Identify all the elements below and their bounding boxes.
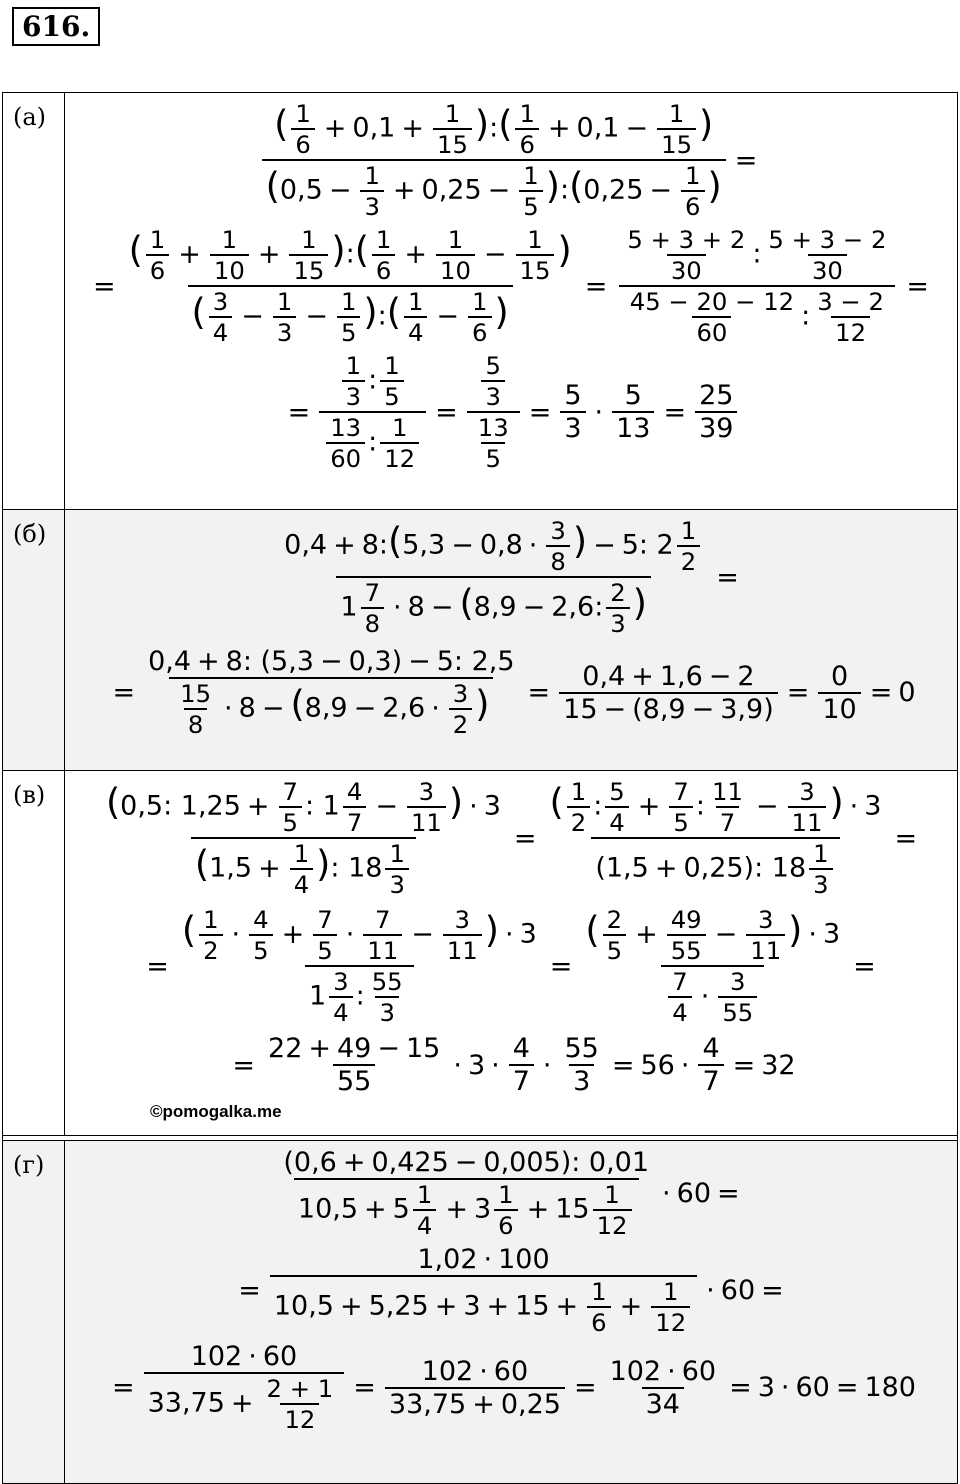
part-label: (г) [3, 1141, 65, 1484]
equation-line: = 1,02 · 100 10,5 + 5,25 + 3 + 15 + $\frac{1}{6}$ + $\frac{1}{12}$ · 60 = [238, 1244, 784, 1337]
part-a-work [65, 93, 958, 510]
part-c-row [3, 771, 958, 1136]
equation-line: = $\frac{1}{3}$ : $\frac{1}{5}$ $\frac{13}{60}$ : $\frac{1}{12}$ = $\frac{\frac{5}{3}}{\frac{13}{5}}$ = $\frac{5}{3}$ · $\frac{5}{13}$ = $\frac{25}{39}$ [65, 351, 957, 473]
equation-line: (0,6 + 0,425 − 0,005): 0,01 10,5 + 5 $\frac{1}{4}$ + 3 $\frac{1}{6}$ + 15 $\frac{1}{12}$ · 60 = [283, 1147, 740, 1240]
equation-line: = ( $\frac{1}{6}$ + $\frac{1}{10}$ + $\frac{1}{15}$ ):( $\frac{1}{6}$ + $\frac{1}{10}$ − $\frac{1}{15}$ ) ( $\frac{3}{4}$ − $\frac{1}{3}$ − $\frac{1}{5}$ ):( $\frac{1}{4}$ − $\frac{1}{6}$ ) = $\frac{5 + 3 + 2}{30}$ : $\frac{5 + 3 - 2}{30}$ $\frac{45 - 20 - 12}{60}$ : $\frac{3 - 2}{12}$ = [92, 225, 930, 347]
part-label: (а) [3, 93, 65, 510]
part-c-work [65, 771, 958, 1136]
task-number: 616. [12, 7, 100, 46]
part-b-row [3, 510, 958, 771]
equation-line: ( $\frac{1}{6}$ + 0,1 + $\frac{1}{15}$ ):( $\frac{1}{6}$ + 0,1 − $\frac{1}{15}$ ) (0,5 − $\frac{1}{3}$ + 0,25 − $\frac{1}{5}$ ):(0,25 − $\frac{1}{6}$ ) = [65, 99, 957, 221]
equation-line: (0,5: 1,25 + $\frac{7}{5}$ : 1 $\frac{4}{7}$ − $\frac{3}{11}$ ) · 3 (1,5 + $\frac{1}{4}$ ): 18 $\frac{1}{3}$ = ( $\frac{1}{2}$ : $\frac{5}{4}$ + $\frac{7}{5}$ : $\frac{11}{7}$ − $\frac{3}{11}$ ) · 3 (1,5 + 0,25): 18 $\frac{1}{3}$ = [105, 777, 918, 899]
part-label: (б) [3, 510, 65, 771]
part-label: (в) [3, 771, 65, 1136]
equation-line: = $\frac{22 + 49 - 15}{55}$ · 3 · $\frac{4}{7}$ · $\frac{55}{3}$ = 56 · $\frac{4}{7}$ = 32 [232, 1033, 796, 1097]
equation-line: = 102 · 60 33,75 + $\frac{2 + 1}{12}$ = $\frac{102 \cdot 60}{33,75 + 0,25}$ = $\frac{102 \cdot 60}{34}$ = 3 · 60 = 180 [111, 1341, 916, 1434]
equation-line: 0,4 + 8:(5,3 − 0,8 · $\frac{3}{8}$ ) − 5: 2 $\frac{1}{2}$ 1 $\frac{7}{8}$ · 8 − (8,9 − 2,6: $\frac{2}{3}$ ) = [284, 516, 739, 638]
watermark: ©pomogalka.me [150, 1102, 282, 1121]
part-b-work [65, 510, 958, 771]
part-d-row [3, 1141, 958, 1484]
solution-table [2, 92, 958, 1484]
part-d-work [65, 1141, 958, 1484]
equation-line: = 0,4 + 8: (5,3 − 0,3) − 5: 2,5 $\frac{15}{8}$ · 8 − (8,9 − 2,6 · $\frac{3}{2}$ ) = $\frac{0,4 + 1,6 - 2}{15 - (8,9 - 3,9)}$ = $\frac{0}{10}$ = 0 [112, 646, 916, 739]
part-a-row [3, 93, 958, 510]
equation-line: = ( $\frac{1}{2}$ · $\frac{4}{5}$ + $\frac{7}{5}$ · $\frac{7}{11}$ − $\frac{3}{11}$ ) · 3 1 $\frac{3}{4}$ : $\frac{55}{3}$ = ( $\frac{2}{5}$ + $\frac{49}{55}$ − $\frac{3}{11}$ ) · 3 $\frac{7}{4}$ · $\frac{3}{55}$ = [146, 905, 876, 1027]
